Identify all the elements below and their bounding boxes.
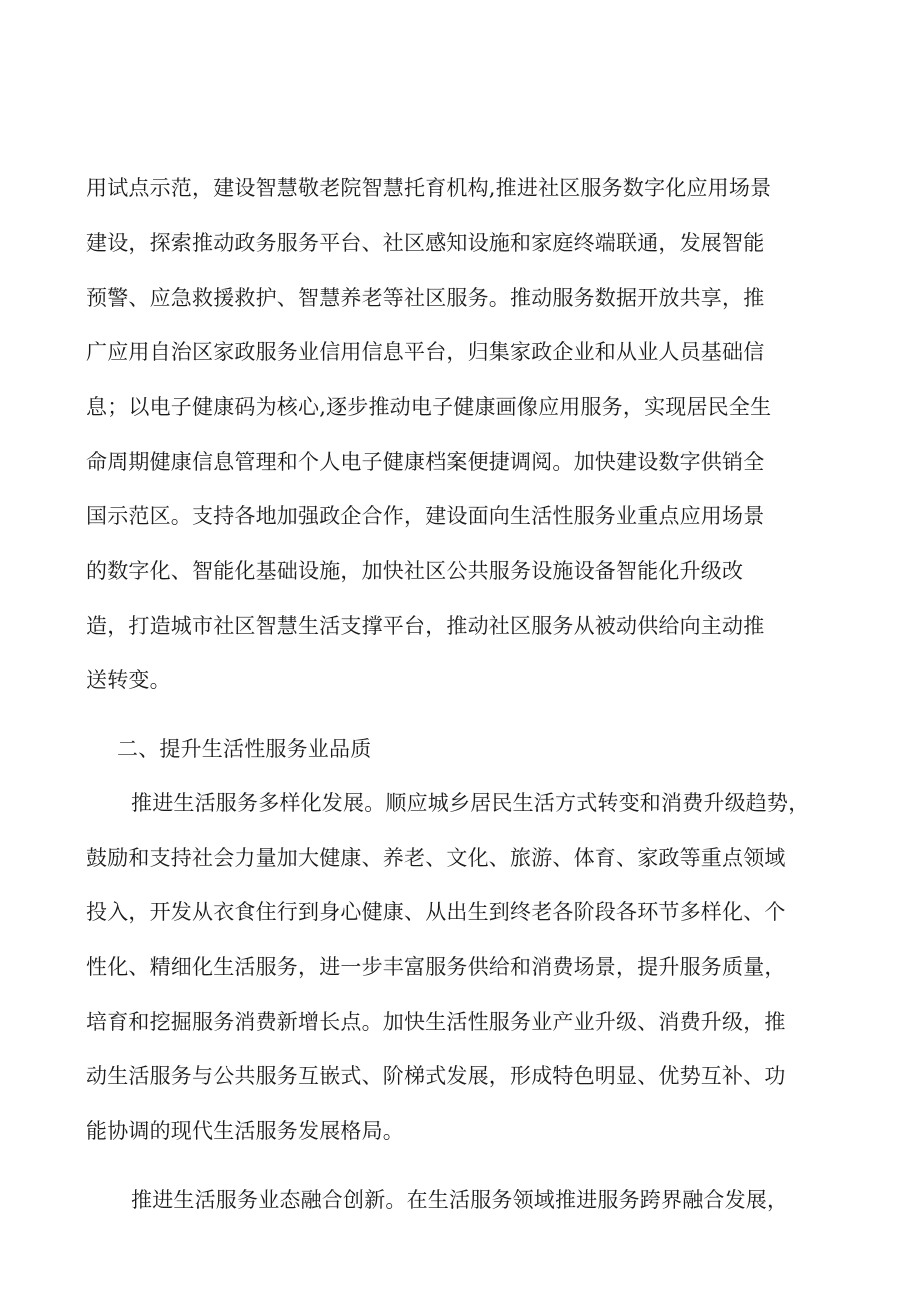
paragraph-line: 建设，探索推动政务服务平台、社区感知设施和家庭终端联通，发展智能 <box>86 231 765 255</box>
paragraph-line: 造，打造城市社区智慧生活支撑平台，推动社区服务从被动供给向主动推 <box>86 614 765 638</box>
paragraph-line: 送转变。 <box>86 668 171 692</box>
paragraph-line: 广应用自治区家政服务业信用信息平台，归集家政企业和从业人员基础信 <box>86 340 765 364</box>
section-heading: 二、提升生活性服务业品质 <box>117 737 372 761</box>
paragraph-line: 培育和挖掘服务消费新增长点。加快生活性服务业产业升级、消费升级，推 <box>86 1010 786 1034</box>
paragraph-line: 性化、精细化生活服务，进一步丰富服务供给和消费场景，提升服务质量， <box>86 955 786 979</box>
paragraph-line: 动生活服务与公共服务互嵌式、阶梯式发展，形成特色明显、优势互补、功 <box>86 1064 786 1088</box>
paragraph-line: 息；以电子健康码为核心,逐步推动电子健康画像应用服务，实现居民全生 <box>86 395 772 419</box>
paragraph-line: 鼓励和支持社会力量加大健康、养老、文化、旅游、体育、家政等重点领域 <box>86 846 786 870</box>
paragraph-line: 投入，开发从衣食住行到身心健康、从出生到终老各阶段各环节多样化、个 <box>86 900 786 924</box>
paragraph-line: 预警、应急救援救护、智慧养老等社区服务。推动服务数据开放共享，推 <box>86 286 765 310</box>
paragraph-line: 能协调的现代生活服务发展格局。 <box>86 1119 404 1143</box>
paragraph-first-line: 推进生活服务多样化发展。顺应城乡居民生活方式转变和消费升级趋势， <box>131 791 810 815</box>
paragraph-line: 用试点示范，建设智慧敬老院智慧托育机构,推进社区服务数字化应用场景 <box>86 176 772 200</box>
paragraph-line: 命周期健康信息管理和个人电子健康档案便捷调阅。加快建设数字供销全 <box>86 450 765 474</box>
paragraph-first-line: 推进生活服务业态融合创新。在生活服务领域推进服务跨界融合发展， <box>131 1188 789 1212</box>
paragraph-line: 的数字化、智能化基础设施，加快社区公共服务设施设备智能化升级改 <box>86 559 744 583</box>
paragraph-line: 国示范区。支持各地加强政企合作，建设面向生活性服务业重点应用场景 <box>86 504 765 528</box>
